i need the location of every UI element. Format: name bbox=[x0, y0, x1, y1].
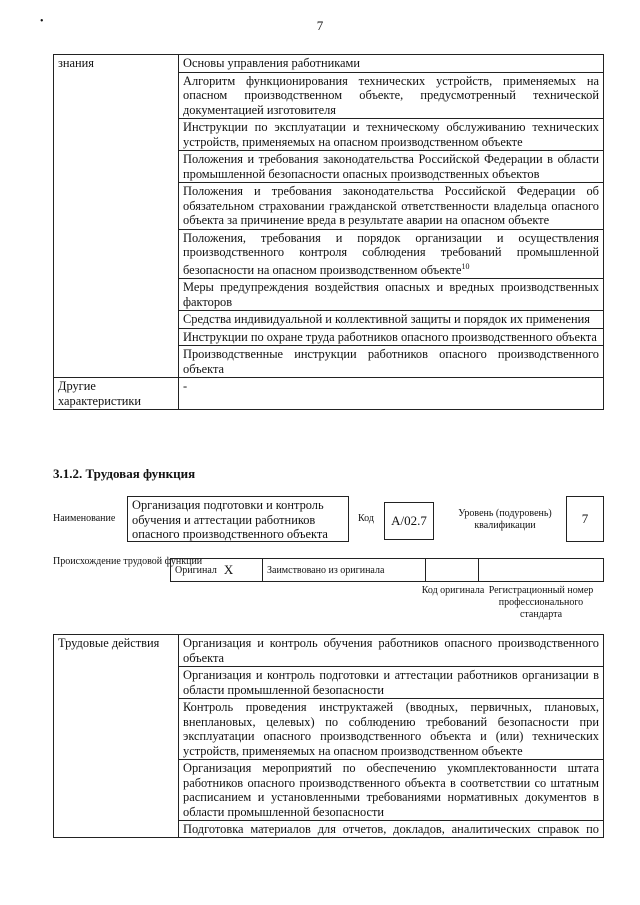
function-code-box: А/02.7 bbox=[384, 502, 434, 540]
knowledge-item: Меры предупреждения воздействия опасных и вредных производственных факторов bbox=[179, 279, 604, 311]
knowledge-item: Производственные инструкции работников опасного производственного объекта bbox=[179, 346, 604, 378]
origin-label: Происхождение трудовой функции bbox=[53, 556, 203, 567]
labor-action-item: Контроль проведения инструктажей (вводных, первичных, плановых, внеплановых, целевых) по соблюдению требований безопасности при эксплуатации опасного производственного объекта и (или) технических устройств, применяемых на опасном производственном объекте bbox=[179, 699, 604, 760]
original-code-cell bbox=[425, 558, 479, 582]
knowledge-item: Инструкции по охране труда работников опасного производственного объекта bbox=[179, 328, 604, 346]
other-characteristics-label: Другие характеристики bbox=[54, 378, 179, 410]
function-name-box: Организация подготовки и контроль обучения и аттестации работников опасного производственного объекта bbox=[127, 496, 349, 542]
page-number: 7 bbox=[316, 18, 324, 33]
labor-action-item: Организация и контроль обучения работников опасного производственного объекта bbox=[179, 635, 604, 667]
knowledge-item: Положения и требования законодательства Российской Федерации в области промышленной безопасности опасных производственных объектов bbox=[179, 151, 604, 183]
borrowed-cell bbox=[262, 558, 426, 582]
scan-mark: • bbox=[40, 16, 44, 27]
table-row bbox=[54, 635, 604, 667]
knowledge-item-text: Положения, требования и порядок организации и осуществления производственного контроля соблюдения требований промышленной безопасности на опасном производственном объекте bbox=[183, 230, 599, 277]
knowledge-item: Средства индивидуальной и коллективной защиты и порядок их применения bbox=[179, 311, 604, 329]
knowledge-item bbox=[179, 229, 604, 279]
qualification-level-box: 7 bbox=[566, 496, 604, 542]
knowledge-item: Основы управления работниками bbox=[179, 55, 604, 73]
name-label: Наименование bbox=[53, 513, 116, 524]
original-mark: X bbox=[223, 562, 234, 577]
knowledge-item: Алгоритм функционирования технических устройств, применяемых на опасном производственном объекте, предусмотренный технической документацией изготовителя bbox=[179, 72, 604, 119]
table-row bbox=[54, 55, 604, 73]
labor-actions-label: Трудовые действия bbox=[54, 635, 179, 838]
knowledge-label: знания bbox=[54, 55, 179, 378]
labor-action-item: Организация и контроль подготовки и аттестации работников организации в области промышленной безопасности bbox=[179, 667, 604, 699]
registration-number-cell bbox=[478, 558, 604, 582]
labor-actions-table bbox=[53, 634, 604, 838]
footnote-mark: 10 bbox=[461, 261, 470, 271]
original-cell bbox=[170, 558, 263, 582]
knowledge-item: Положения и требования законодательства Российской Федерации об обязательном страховании гражданской ответственности владельца опасного объекта за причинение вреда в результате аварии на опасном объекте bbox=[179, 183, 604, 230]
original-label: Оригинал bbox=[175, 564, 217, 576]
section-title: 3.1.2. Трудовая функция bbox=[53, 466, 196, 481]
labor-action-item-text: Подготовка материалов для отчетов, докладов, аналитических справок по bbox=[183, 822, 599, 836]
knowledge-item: Инструкции по эксплуатации и техническому обслуживанию технических устройств, применяемых на опасном производственном объекте bbox=[179, 119, 604, 151]
knowledge-table bbox=[53, 54, 604, 410]
other-characteristics-value: - bbox=[179, 378, 604, 410]
registration-number-caption: Регистрационный номер профессионального стандарта bbox=[488, 585, 594, 620]
labor-action-item bbox=[179, 821, 604, 838]
original-code-caption: Код оригинала bbox=[421, 585, 485, 596]
code-label: Код bbox=[358, 513, 374, 524]
table-row bbox=[54, 378, 604, 410]
qualification-level-label: Уровень (подуровень) квалификации bbox=[458, 508, 552, 531]
borrowed-label: Заимствовано из оригинала bbox=[267, 564, 385, 576]
labor-action-item: Организация мероприятий по обеспечению укомплектованности штата работников опасного производственного объекта в соответствии со штатным расписанием и установленными требованиями нормативных документов в области промышленной безопасности bbox=[179, 760, 604, 821]
